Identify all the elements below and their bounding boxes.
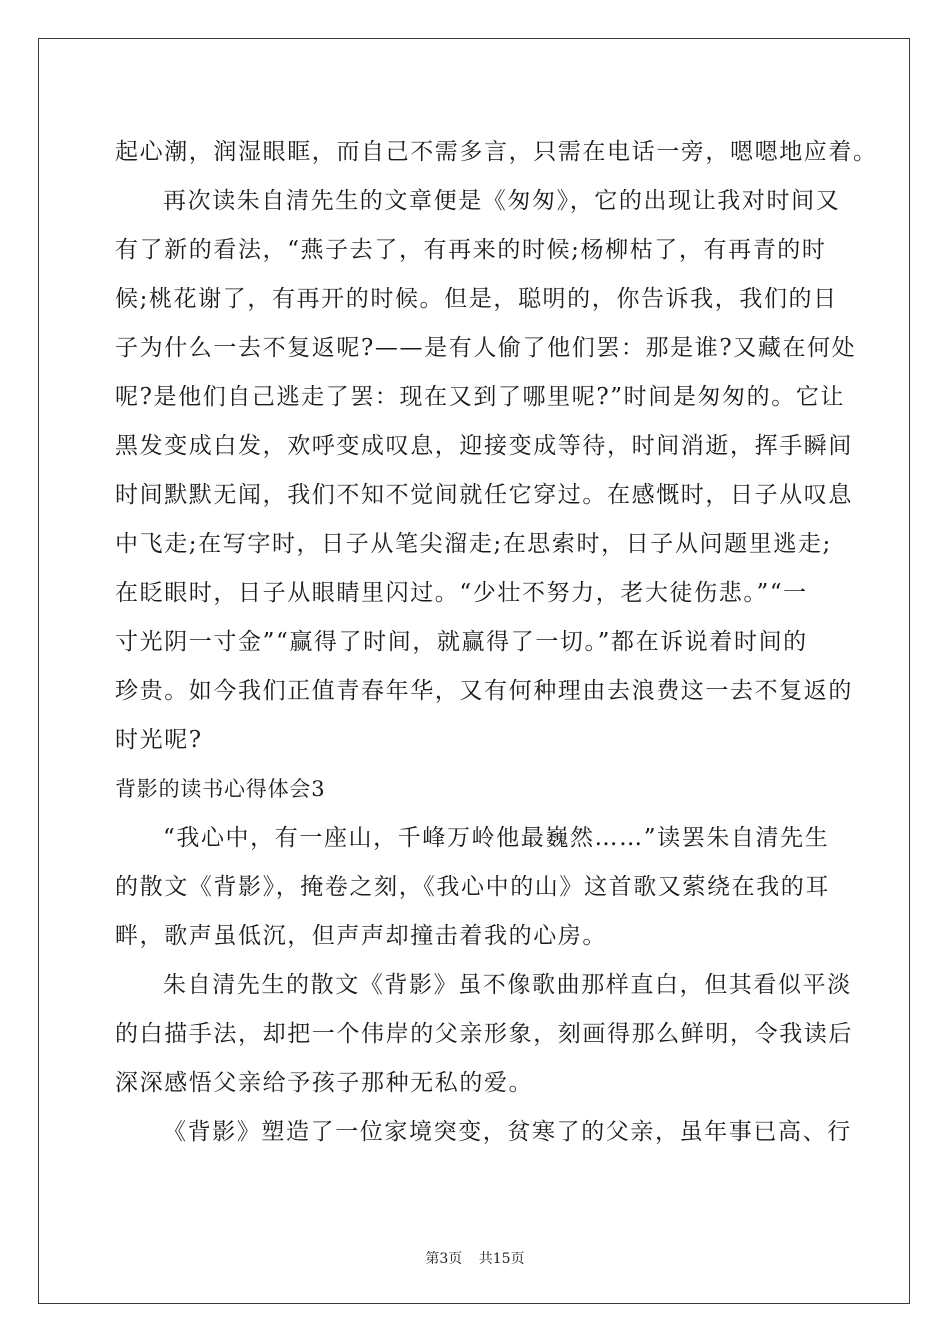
text-line: 在眨眼时，日子从眼睛里闪过。“少壮不努力，老大徒伤悲。”“一 (115, 580, 808, 606)
text-line: 寸光阴一寸金”“赢得了时间，就赢得了一切。”都在诉说着时间的 (115, 629, 808, 655)
section-heading: 背影的读书心得体会3 (115, 777, 326, 801)
text-line: 的散文《背影》，掩卷之刻，《我心中的山》这首歌又萦绕在我的耳 (115, 874, 830, 900)
document-body (115, 128, 878, 1157)
text-line: 《背影》塑造了一位家境突变，贫寒了的父亲，虽年事已高、行 (163, 1119, 852, 1145)
text-line: 黑发变成白发，欢呼变成叹息，迎接变成等待，时间消逝，挥手瞬间 (115, 433, 853, 459)
page-footer (0, 1250, 950, 1268)
text-line: 畔，歌声虽低沉，但声声却撞击着我的心房。 (115, 923, 607, 949)
text-line: 朱自清先生的散文《背影》虽不像歌曲那样直白，但其看似平淡 (163, 972, 852, 998)
text-line: 时间默默无闻，我们不知不觉间就任它穿过。在感慨时，日子从叹息 (115, 482, 853, 508)
text-line: 珍贵。如今我们正值青春年华，又有何种理由去浪费这一去不复返的 (115, 678, 853, 704)
text-line: 起心潮，润湿眼眶，而自己不需多言，只需在电话一旁，嗯嗯地应着。 (115, 139, 878, 165)
page-number: 第3页 (425, 1251, 463, 1267)
text-line: 再次读朱自清先生的文章便是《匆匆》，它的出现让我对时间又 (163, 188, 841, 214)
text-line: 有了新的看法，“燕子去了，有再来的时候;杨柳枯了，有再青的时 (115, 237, 827, 263)
page-total: 共15页 (478, 1251, 525, 1267)
text-line: 时光呢? (115, 727, 203, 753)
text-line: 呢?是他们自己逃走了罢：现在又到了哪里呢?”时间是匆匆的。它让 (115, 384, 846, 410)
text-line: 子为什么一去不复返呢?——是有人偷了他们罢：那是谁?又藏在何处 (115, 335, 857, 361)
text-line: 候;桃花谢了，有再开的时候。但是，聪明的，你告诉我，我们的日 (115, 286, 838, 312)
text-line: 中飞走;在写字时，日子从笔尖溜走;在思索时，日子从问题里逃走; (115, 531, 832, 557)
text-line: “我心中，有一座山，千峰万岭他最巍然……”读罢朱自清先生 (163, 825, 830, 851)
text-line: 深深感悟父亲给予孩子那种无私的爱。 (115, 1070, 534, 1096)
text-line: 的白描手法，却把一个伟岸的父亲形象，刻画得那么鲜明，令我读后 (115, 1021, 853, 1047)
